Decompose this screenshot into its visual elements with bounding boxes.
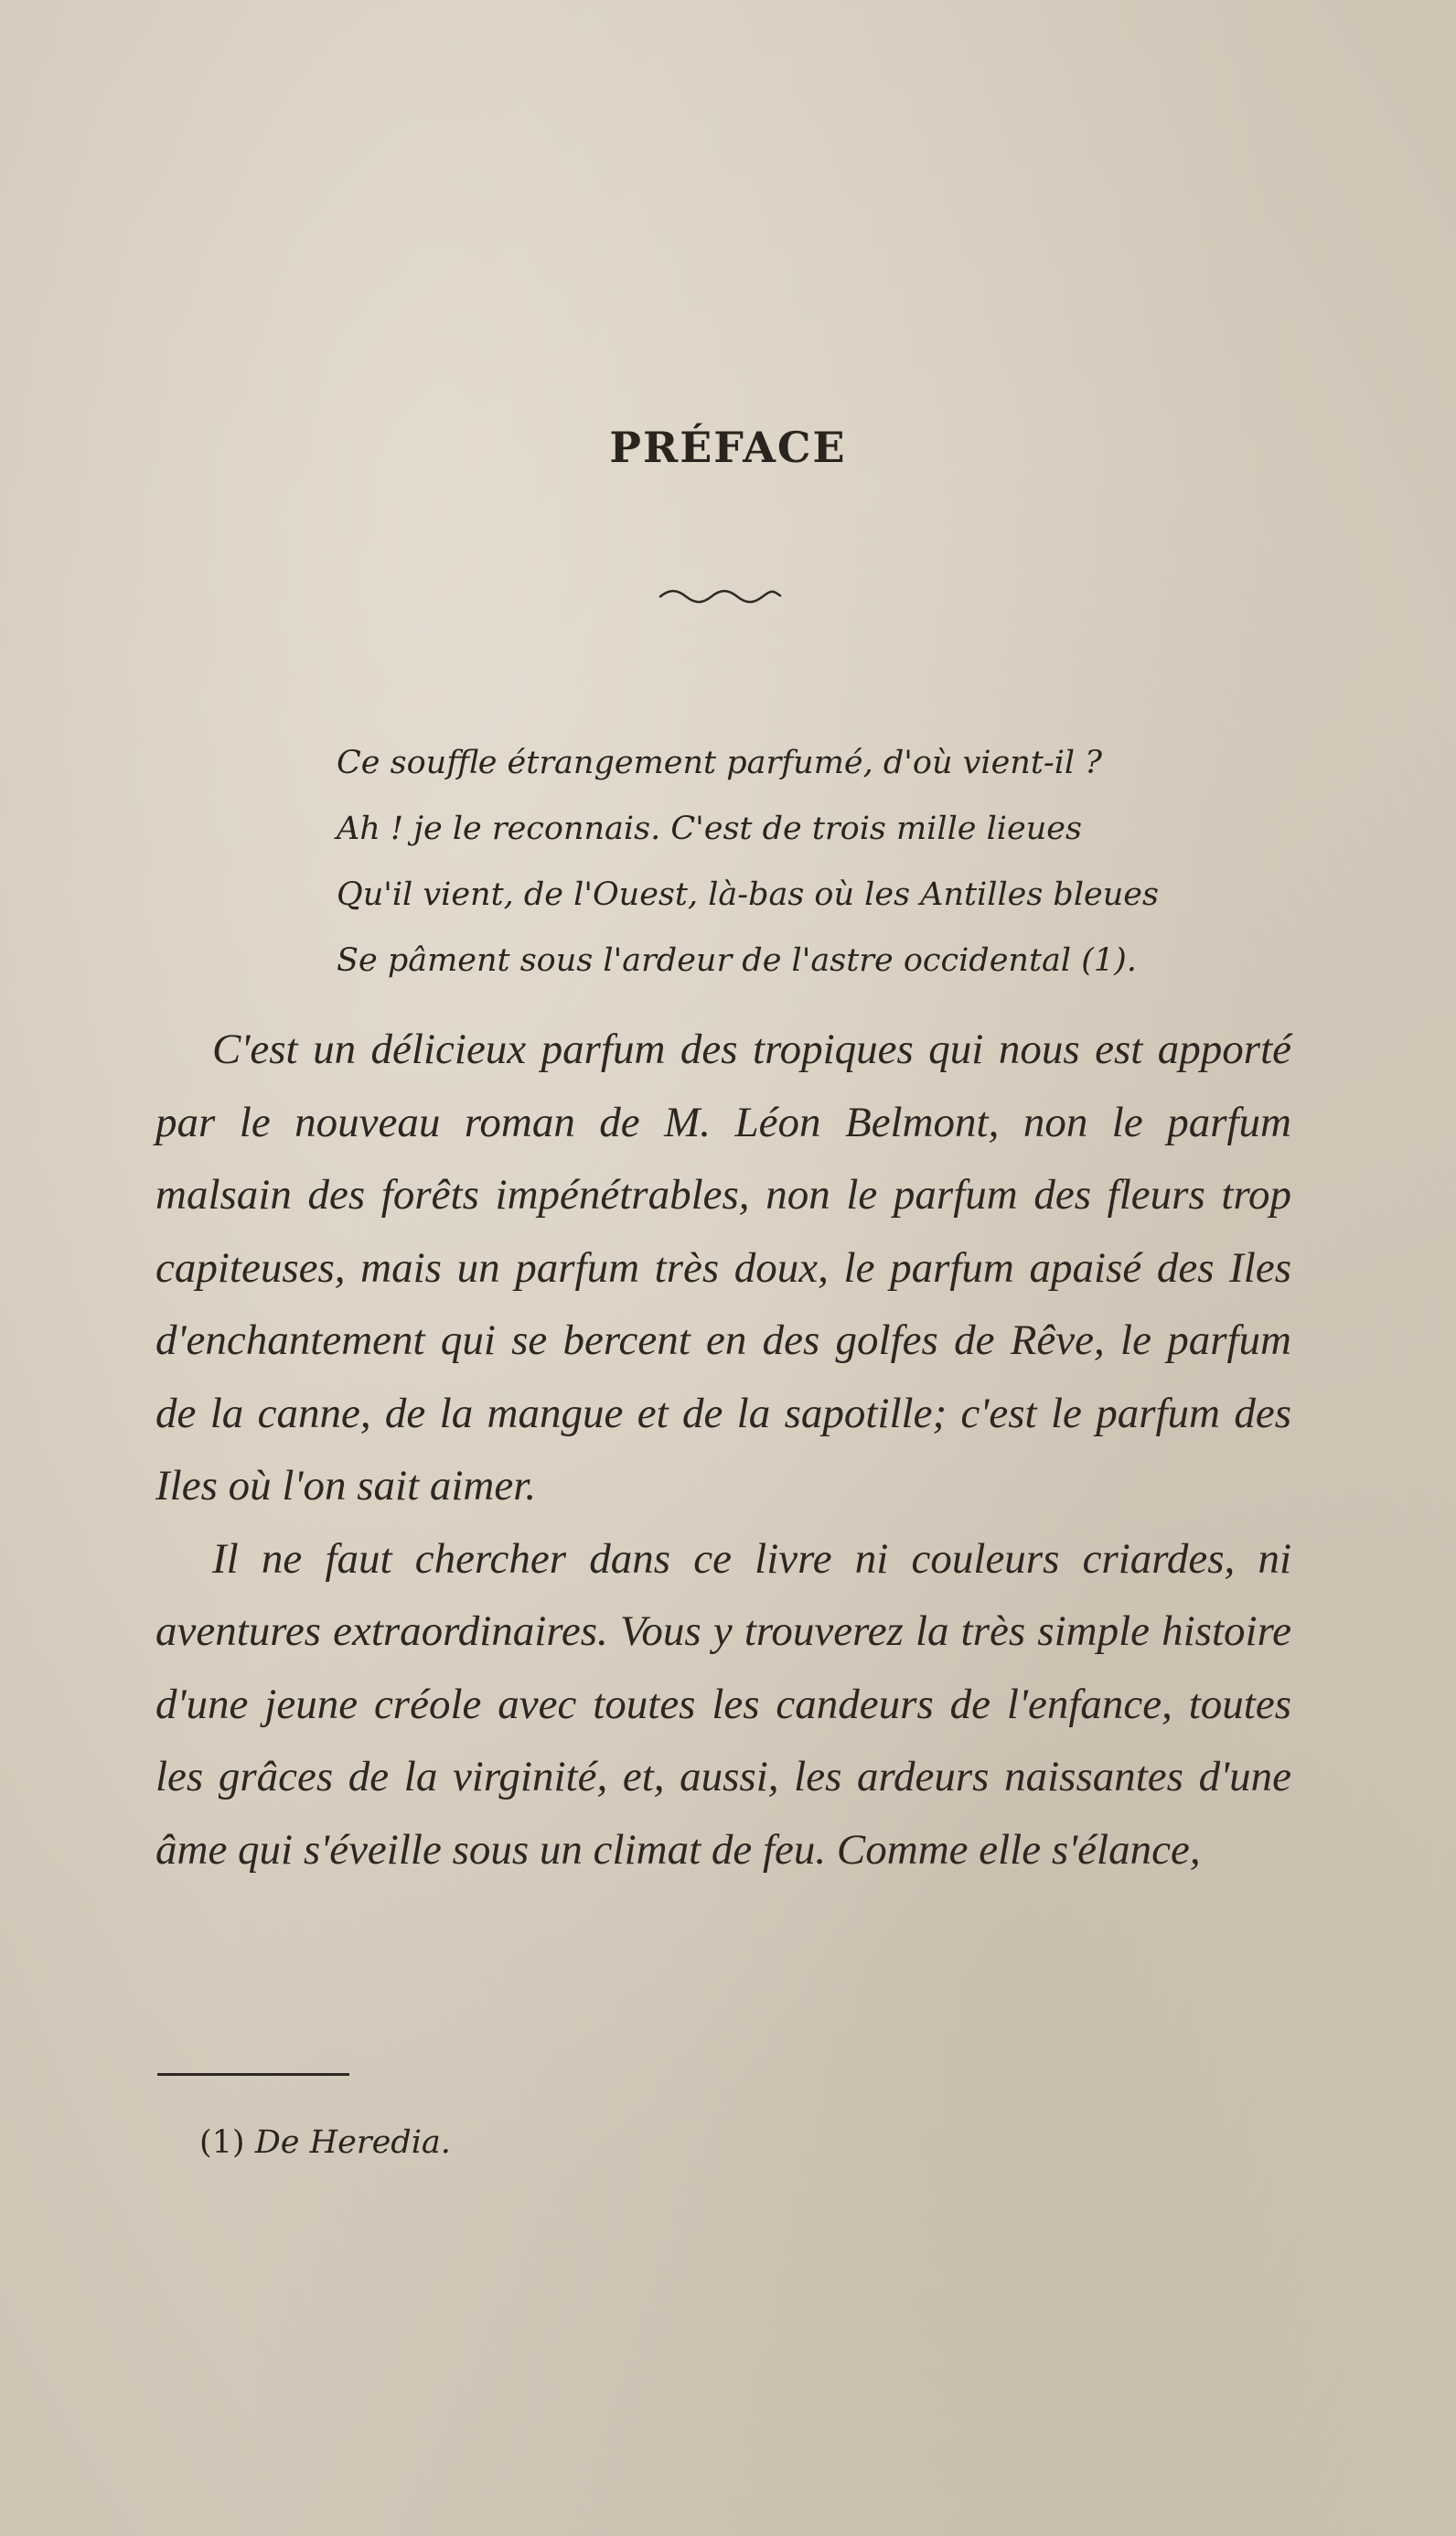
epigraph-line: Se pâment sous l'ardeur de l'astre occidental (1). [337, 942, 1137, 979]
epigraph-line: Qu'il vient, de l'Ouest, là-bas où les Antilles bleues [337, 876, 1159, 913]
body-paragraph: C'est un délicieux parfum des tropiques qui nous est apporté par le nouveau roman de M. Léon Belmont, non le parfum malsain des forêts impénétrables, non le parfum des fleurs trop capiteuses, mais un parfum très doux, le parfum apaisé des Iles d'enchantement qui se bercent en des golfes de Rêve, le parfum de la canne, de la mangue et de la sapotille; c'est le parfum des Iles où l'on sait aimer. [155, 1026, 1291, 1510]
epigraph-line: Ah ! je le reconnais. C'est de trois mille lieues [337, 811, 1082, 847]
footnote-separator [157, 2073, 349, 2076]
footnote-marker: (1) [199, 2124, 245, 2161]
page-title: PRÉFACE [609, 423, 847, 472]
footnote [199, 2124, 451, 2161]
body-paragraph: Il ne faut chercher dans ce livre ni couleurs criardes, ni aventures extraordinaires. Vous y trouverez la très simple histoire d'une jeune créole avec toutes les candeurs de l'enfance, toutes les grâces de la virginité, et, aussi, les ardeurs naissantes d'une âme qui s'éveille sous un climat de feu. Comme elle s'élance, [155, 1534, 1291, 1874]
epigraph-line: Ce souffle étrangement parfumé, d'où vient-il ? [337, 745, 1103, 781]
epigraph-poem [337, 730, 1306, 994]
wavy-line-ornament-icon [658, 586, 782, 606]
footnote-text: De Heredia. [254, 2124, 451, 2161]
preface-body [155, 1014, 1291, 1886]
